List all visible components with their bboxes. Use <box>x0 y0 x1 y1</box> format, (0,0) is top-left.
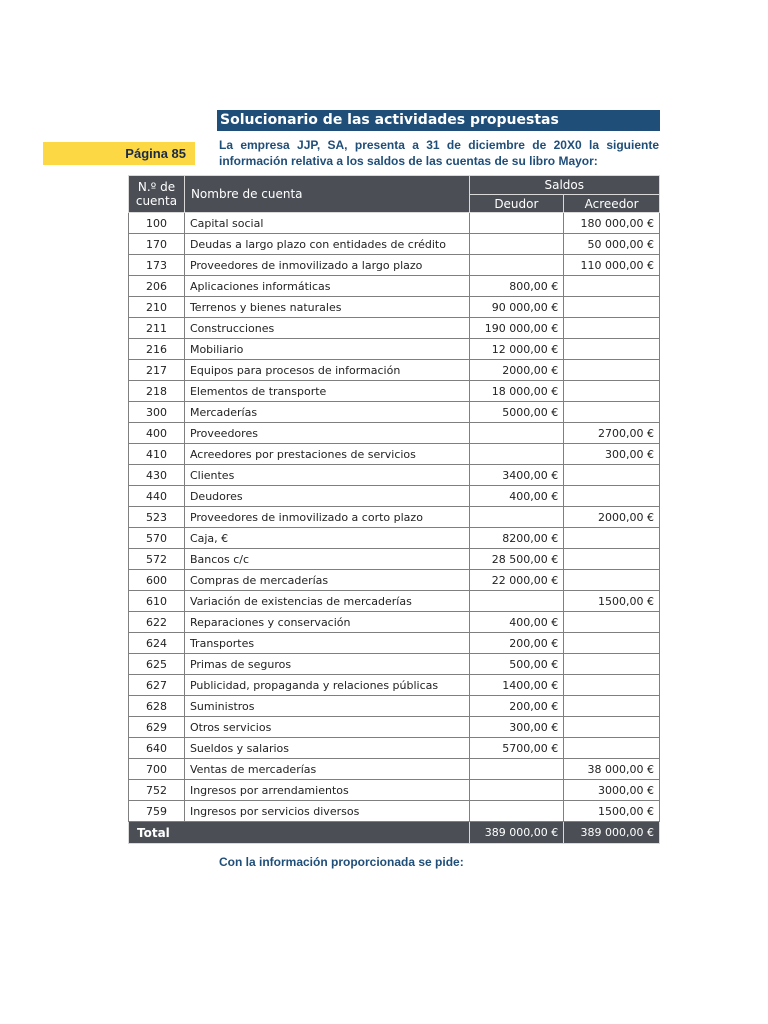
credit-cell: 2000,00 € <box>564 507 660 528</box>
table-row <box>129 675 660 696</box>
account-name-cell: Variación de existencias de mercaderías <box>184 591 469 612</box>
header-account-name: Nombre de cuenta <box>184 176 469 213</box>
account-name-cell: Ventas de mercaderías <box>184 759 469 780</box>
account-name-cell: Transportes <box>184 633 469 654</box>
account-number-cell: 628 <box>129 696 185 717</box>
total-label: Total <box>129 822 470 844</box>
debit-cell: 2000,00 € <box>469 360 564 381</box>
table-row <box>129 717 660 738</box>
debit-cell: 200,00 € <box>469 633 564 654</box>
table-row <box>129 360 660 381</box>
account-number-cell: 700 <box>129 759 185 780</box>
account-number-cell: 100 <box>129 213 185 234</box>
table-row <box>129 486 660 507</box>
debit-cell: 200,00 € <box>469 696 564 717</box>
table-row <box>129 234 660 255</box>
debit-cell: 8200,00 € <box>469 528 564 549</box>
table-row <box>129 213 660 234</box>
table-row <box>129 297 660 318</box>
ledger-body <box>129 213 660 822</box>
account-name-cell: Reparaciones y conservación <box>184 612 469 633</box>
header-account-number: N.º de cuenta <box>129 176 185 213</box>
account-name-cell: Clientes <box>184 465 469 486</box>
header-balances: Saldos <box>469 176 659 195</box>
credit-cell <box>564 612 660 633</box>
account-name-cell: Aplicaciones informáticas <box>184 276 469 297</box>
credit-cell <box>564 297 660 318</box>
table-row <box>129 801 660 822</box>
credit-cell <box>564 570 660 591</box>
debit-cell: 5700,00 € <box>469 738 564 759</box>
debit-cell <box>469 213 564 234</box>
account-number-cell: 627 <box>129 675 185 696</box>
debit-cell <box>469 255 564 276</box>
table-row <box>129 738 660 759</box>
account-number-cell: 218 <box>129 381 185 402</box>
account-number-cell: 440 <box>129 486 185 507</box>
page-number-badge: Página 85 <box>43 142 195 165</box>
header-credit: Acreedor <box>564 195 660 213</box>
table-row <box>129 612 660 633</box>
account-number-cell: 216 <box>129 339 185 360</box>
account-number-cell: 300 <box>129 402 185 423</box>
credit-cell <box>564 381 660 402</box>
intro-paragraph: La empresa JJP, SA, presenta a 31 de diciembre de 20X0 la siguiente información relativa a los saldos de las cuentas de su libro Mayor: <box>219 138 659 168</box>
account-name-cell: Construcciones <box>184 318 469 339</box>
account-name-cell: Elementos de transporte <box>184 381 469 402</box>
credit-cell: 1500,00 € <box>564 591 660 612</box>
credit-cell: 2700,00 € <box>564 423 660 444</box>
debit-cell <box>469 801 564 822</box>
debit-cell: 1400,00 € <box>469 675 564 696</box>
account-name-cell: Terrenos y bienes naturales <box>184 297 469 318</box>
account-number-cell: 170 <box>129 234 185 255</box>
account-number-cell: 211 <box>129 318 185 339</box>
total-row <box>129 822 660 844</box>
account-number-cell: 622 <box>129 612 185 633</box>
account-number-cell: 610 <box>129 591 185 612</box>
account-number-cell: 625 <box>129 654 185 675</box>
debit-cell: 400,00 € <box>469 612 564 633</box>
total-credit: 389 000,00 € <box>564 822 660 844</box>
account-name-cell: Proveedores de inmovilizado a corto plazo <box>184 507 469 528</box>
debit-cell: 5000,00 € <box>469 402 564 423</box>
account-name-cell: Suministros <box>184 696 469 717</box>
account-number-cell: 410 <box>129 444 185 465</box>
credit-cell <box>564 528 660 549</box>
debit-cell: 18 000,00 € <box>469 381 564 402</box>
table-row <box>129 255 660 276</box>
table-row <box>129 465 660 486</box>
credit-cell: 180 000,00 € <box>564 213 660 234</box>
account-name-cell: Proveedores <box>184 423 469 444</box>
account-name-cell: Primas de seguros <box>184 654 469 675</box>
account-number-cell: 400 <box>129 423 185 444</box>
debit-cell: 400,00 € <box>469 486 564 507</box>
account-number-cell: 210 <box>129 297 185 318</box>
credit-cell <box>564 654 660 675</box>
table-row <box>129 654 660 675</box>
account-name-cell: Mercaderías <box>184 402 469 423</box>
page-title: Solucionario de las actividades propuestas <box>217 110 660 131</box>
credit-cell <box>564 675 660 696</box>
account-name-cell: Mobiliario <box>184 339 469 360</box>
table-row <box>129 276 660 297</box>
account-name-cell: Ingresos por arrendamientos <box>184 780 469 801</box>
credit-cell <box>564 360 660 381</box>
account-number-cell: 430 <box>129 465 185 486</box>
account-name-cell: Caja, € <box>184 528 469 549</box>
account-name-cell: Publicidad, propaganda y relaciones públicas <box>184 675 469 696</box>
account-name-cell: Bancos c/c <box>184 549 469 570</box>
account-name-cell: Compras de mercaderías <box>184 570 469 591</box>
credit-cell <box>564 738 660 759</box>
account-name-cell: Ingresos por servicios diversos <box>184 801 469 822</box>
account-number-cell: 752 <box>129 780 185 801</box>
debit-cell <box>469 591 564 612</box>
account-name-cell: Sueldos y salarios <box>184 738 469 759</box>
table-row <box>129 423 660 444</box>
table-row <box>129 759 660 780</box>
account-number-cell: 600 <box>129 570 185 591</box>
account-name-cell: Deudas a largo plazo con entidades de crédito <box>184 234 469 255</box>
credit-cell <box>564 339 660 360</box>
debit-cell <box>469 444 564 465</box>
credit-cell <box>564 486 660 507</box>
account-name-cell: Acreedores por prestaciones de servicios <box>184 444 469 465</box>
table-row <box>129 318 660 339</box>
debit-cell: 500,00 € <box>469 654 564 675</box>
debit-cell: 12 000,00 € <box>469 339 564 360</box>
credit-cell <box>564 717 660 738</box>
account-name-cell: Otros servicios <box>184 717 469 738</box>
debit-cell: 190 000,00 € <box>469 318 564 339</box>
table-row <box>129 507 660 528</box>
account-number-cell: 572 <box>129 549 185 570</box>
debit-cell <box>469 234 564 255</box>
account-number-cell: 570 <box>129 528 185 549</box>
debit-cell <box>469 423 564 444</box>
account-number-cell: 759 <box>129 801 185 822</box>
debit-cell: 22 000,00 € <box>469 570 564 591</box>
account-number-cell: 629 <box>129 717 185 738</box>
credit-cell <box>564 696 660 717</box>
account-number-cell: 217 <box>129 360 185 381</box>
debit-cell: 3400,00 € <box>469 465 564 486</box>
debit-cell <box>469 507 564 528</box>
account-number-cell: 624 <box>129 633 185 654</box>
account-name-cell: Capital social <box>184 213 469 234</box>
table-row <box>129 780 660 801</box>
account-number-cell: 523 <box>129 507 185 528</box>
credit-cell <box>564 276 660 297</box>
credit-cell: 50 000,00 € <box>564 234 660 255</box>
account-name-cell: Deudores <box>184 486 469 507</box>
table-row <box>129 696 660 717</box>
account-number-cell: 173 <box>129 255 185 276</box>
account-number-cell: 640 <box>129 738 185 759</box>
credit-cell: 38 000,00 € <box>564 759 660 780</box>
debit-cell: 28 500,00 € <box>469 549 564 570</box>
table-row <box>129 339 660 360</box>
account-number-cell: 206 <box>129 276 185 297</box>
credit-cell: 3000,00 € <box>564 780 660 801</box>
table-row <box>129 549 660 570</box>
account-name-cell: Equipos para procesos de información <box>184 360 469 381</box>
table-row <box>129 528 660 549</box>
table-row <box>129 591 660 612</box>
credit-cell <box>564 402 660 423</box>
credit-cell <box>564 633 660 654</box>
credit-cell <box>564 549 660 570</box>
table-row <box>129 444 660 465</box>
credit-cell <box>564 465 660 486</box>
table-row <box>129 570 660 591</box>
ledger-balances-table <box>128 175 660 844</box>
account-name-cell: Proveedores de inmovilizado a largo plazo <box>184 255 469 276</box>
debit-cell: 800,00 € <box>469 276 564 297</box>
debit-cell: 90 000,00 € <box>469 297 564 318</box>
table-row <box>129 381 660 402</box>
total-debit: 389 000,00 € <box>469 822 564 844</box>
credit-cell <box>564 318 660 339</box>
credit-cell: 1500,00 € <box>564 801 660 822</box>
table-row <box>129 633 660 654</box>
debit-cell <box>469 759 564 780</box>
debit-cell <box>469 780 564 801</box>
header-debit: Deudor <box>469 195 564 213</box>
table-row <box>129 402 660 423</box>
credit-cell: 110 000,00 € <box>564 255 660 276</box>
credit-cell: 300,00 € <box>564 444 660 465</box>
debit-cell: 300,00 € <box>469 717 564 738</box>
footer-instruction: Con la información proporcionada se pide: <box>219 855 464 869</box>
